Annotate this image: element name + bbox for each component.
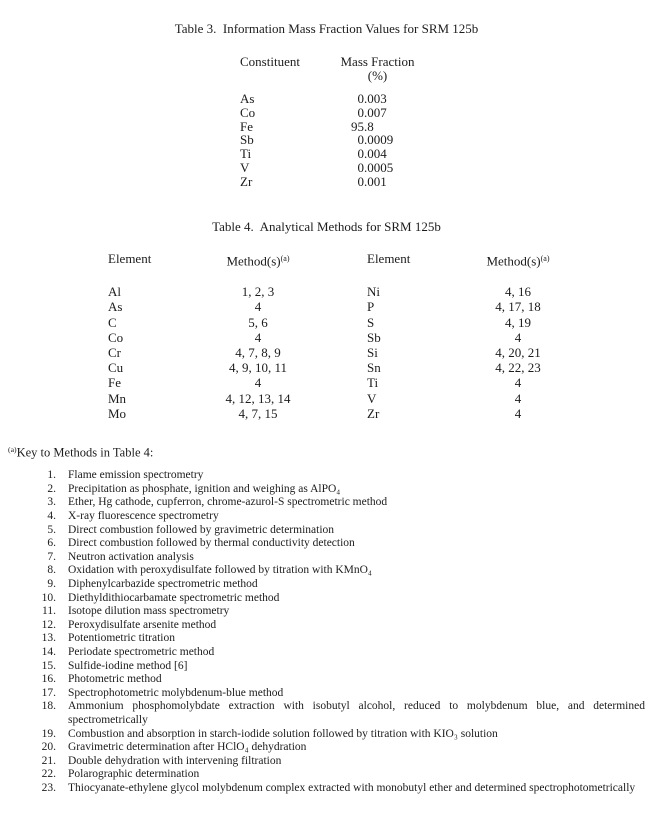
element-cell: S xyxy=(367,314,375,330)
list-item xyxy=(8,605,645,619)
list-item-number: 8. xyxy=(47,564,56,577)
table-row xyxy=(108,345,628,360)
frac-part: .004 xyxy=(364,146,387,162)
methods-cell: 4 xyxy=(514,390,522,406)
element-cell: Sn xyxy=(367,360,381,376)
list-item-number: 9. xyxy=(47,578,56,591)
list-item xyxy=(8,619,645,633)
element-cell: Co xyxy=(108,329,124,345)
constituent-cell: Ti xyxy=(240,146,252,162)
list-item-text: Neutron activation analysis xyxy=(68,550,194,563)
list-item xyxy=(8,483,645,497)
element-cell: Fe xyxy=(108,375,121,391)
constituent-cell: Fe xyxy=(240,118,253,134)
list-item xyxy=(8,510,645,524)
table-row xyxy=(240,120,653,134)
element-cell: Ni xyxy=(367,284,380,300)
table-row xyxy=(108,330,628,345)
list-item-number: 5. xyxy=(47,523,56,536)
table4-methods-header-right xyxy=(408,251,628,269)
list-item-text: Flame emission spectrometry xyxy=(68,469,204,482)
list-item-text: Direct combustion followed by thermal conductivity detection xyxy=(68,537,355,550)
list-item xyxy=(8,768,645,782)
mass-fraction-cell xyxy=(320,175,435,189)
list-item-text: Ether, Hg cathode, cupferron, chrome-azurol-S spectrometric method xyxy=(68,496,388,509)
list-item xyxy=(8,687,645,701)
list-item-text: Direct combustion followed by gravimetric determination xyxy=(68,523,335,536)
list-item-number: 4. xyxy=(47,510,56,523)
list-item-text: X-ray fluorescence spectrometry xyxy=(68,510,219,523)
int-part: 0 xyxy=(357,146,364,162)
frac-part: .0009 xyxy=(364,132,394,148)
list-item xyxy=(8,755,645,769)
methods-key-title xyxy=(8,443,645,459)
list-item-number: 16. xyxy=(41,673,56,686)
list-item-number: 10. xyxy=(41,591,56,604)
table-row xyxy=(108,406,628,421)
methods-key xyxy=(0,443,653,796)
int-part: 0 xyxy=(357,104,364,120)
table3-constituent-header: Constituent xyxy=(240,54,300,69)
constituent-cell: Sb xyxy=(240,132,254,148)
table3-title: Table 3. Information Mass Fraction Values for SRM 125b xyxy=(174,21,479,36)
element-cell: Mo xyxy=(108,405,127,421)
constituent-cell: V xyxy=(240,159,250,175)
list-item-number: 3. xyxy=(47,496,56,509)
table-row xyxy=(240,147,653,161)
list-item-text: Thiocyanate-ethylene glycol molybdenum complex extracted with monobutyl ether and determined spectrophotometrically xyxy=(68,781,636,794)
list-item-text: Polarographic determination xyxy=(68,768,200,781)
table3-mass-fraction-unit: (%) xyxy=(367,68,388,83)
methods-cell: 4, 17, 18 xyxy=(495,299,541,315)
methods-cell: 4, 20, 21 xyxy=(495,345,541,361)
list-item-text: Combustion and absorption in starch-iodide solution followed by titration with KIO₃ solution xyxy=(68,727,498,740)
list-item-text: Peroxydisulfate arsenite method xyxy=(68,618,217,631)
methods-cell: 4 xyxy=(254,329,262,345)
list-item xyxy=(8,673,645,687)
methods-cell: 4, 12, 13, 14 xyxy=(225,390,291,406)
list-item xyxy=(8,592,645,606)
table-row xyxy=(108,360,628,375)
frac-part: .8 xyxy=(364,118,374,134)
methods-cell: 4, 16 xyxy=(505,284,531,300)
mass-fraction-cell xyxy=(320,147,435,161)
frac-part: .0005 xyxy=(364,159,394,175)
list-item-number: 13. xyxy=(41,632,56,645)
list-item xyxy=(8,700,645,727)
int-part: 0 xyxy=(357,91,364,106)
methods-header-label: Method(s) xyxy=(226,253,281,268)
list-item-number: 2. xyxy=(47,482,56,495)
element-cell: V xyxy=(367,390,377,406)
list-item-text: Oxidation with peroxydisulfate followed by titration with KMnO₄ xyxy=(68,564,372,577)
list-item-text: Spectrophotometric molybdenum-blue method xyxy=(68,686,284,699)
list-item xyxy=(8,578,645,592)
list-item-number: 20. xyxy=(41,741,56,754)
list-item-number: 15. xyxy=(41,659,56,672)
table-row xyxy=(240,106,653,120)
list-item-text: Photometric method xyxy=(68,673,162,686)
list-item-number: 7. xyxy=(47,550,56,563)
list-item xyxy=(8,782,645,796)
element-cell: As xyxy=(108,299,123,315)
element-cell: C xyxy=(108,314,117,330)
list-item-number: 22. xyxy=(41,768,56,781)
mass-fraction-cell xyxy=(320,92,435,106)
frac-part: .001 xyxy=(364,173,387,189)
list-item-number: 17. xyxy=(41,686,56,699)
methods-header-label: Method(s) xyxy=(486,253,541,268)
int-part: 0 xyxy=(357,159,364,175)
list-item-text: Potentiometric titration xyxy=(68,632,175,645)
table4-header-row xyxy=(108,251,628,269)
methods-cell: 4, 7, 8, 9 xyxy=(235,345,281,361)
table4-element-header-left: Element xyxy=(108,250,152,266)
list-item-number: 1. xyxy=(47,469,56,482)
list-item-number: 14. xyxy=(41,646,56,658)
constituent-cell: Co xyxy=(240,104,256,120)
list-item xyxy=(8,632,645,646)
table-row xyxy=(108,391,628,406)
constituent-cell: Zr xyxy=(240,173,253,189)
constituent-cell: As xyxy=(240,91,255,106)
list-item-text: Sulfide-iodine method [6] xyxy=(68,659,188,672)
table3-mass-fraction-header-label: Mass Fraction xyxy=(340,54,415,69)
table3-header-row xyxy=(240,55,653,83)
list-item xyxy=(8,469,645,483)
table-row xyxy=(240,92,653,106)
table4-title: Table 4. Analytical Methods for SRM 125b xyxy=(212,218,441,234)
list-item xyxy=(8,728,645,742)
list-item-text: Precipitation as phosphate, ignition and weighing as AlPO₄ xyxy=(68,482,341,495)
frac-part: .003 xyxy=(364,91,387,106)
table4 xyxy=(108,251,628,421)
methods-cell: 4 xyxy=(514,375,522,391)
table-row xyxy=(108,284,628,299)
mass-fraction-cell xyxy=(320,120,435,134)
element-cell: Cu xyxy=(108,360,124,376)
table3-body xyxy=(240,92,653,189)
list-item xyxy=(8,537,645,551)
list-item-text: Ammonium phosphomolybdate extraction with isobutyl alcohol, reduced to molybdenum blue, and determined spectrometrically xyxy=(68,700,645,726)
list-item-text: Periodate spectrometric method xyxy=(68,646,215,658)
mass-fraction-cell xyxy=(320,106,435,120)
methods-cell: 4, 22, 23 xyxy=(495,360,541,376)
list-item xyxy=(8,741,645,755)
table-row xyxy=(108,299,628,314)
methods-cell: 4 xyxy=(254,299,262,315)
methods-cell: 4 xyxy=(514,405,522,421)
list-item-number: 23. xyxy=(41,781,56,794)
list-item xyxy=(8,564,645,578)
list-item-number: 11. xyxy=(42,605,56,618)
methods-cell: 4 xyxy=(254,375,262,391)
int-part: 95 xyxy=(351,118,364,134)
list-item-text: Double dehydration with intervening filtration xyxy=(68,754,282,767)
table3-mass-fraction-header xyxy=(320,55,435,83)
element-cell: Mn xyxy=(108,390,127,406)
methods-header-footnote-marker: (a) xyxy=(280,253,290,263)
mass-fraction-cell xyxy=(320,133,435,147)
element-cell: Zr xyxy=(367,405,380,421)
frac-part: .007 xyxy=(364,104,387,120)
methods-key-list xyxy=(8,469,645,795)
methods-cell: 4, 19 xyxy=(505,314,531,330)
list-item-text: Diethyldithiocarbamate spectrometric method xyxy=(68,591,280,604)
methods-header-footnote-marker: (a) xyxy=(540,253,550,263)
table-row xyxy=(108,315,628,330)
methods-cell: 5, 6 xyxy=(248,314,268,330)
table-row xyxy=(108,375,628,390)
list-item xyxy=(8,551,645,565)
methods-cell: 4 xyxy=(514,329,522,345)
methods-cell: 4, 7, 15 xyxy=(238,405,278,421)
element-cell: Cr xyxy=(108,345,121,361)
list-item xyxy=(8,660,645,674)
table4-methods-header-left xyxy=(168,251,348,269)
table-row xyxy=(240,133,653,147)
element-cell: P xyxy=(367,299,375,315)
list-item-number: 18. xyxy=(41,700,56,713)
element-cell: Al xyxy=(108,284,121,300)
table-row xyxy=(240,161,653,175)
list-item-number: 6. xyxy=(47,537,56,550)
int-part: 0 xyxy=(357,132,364,148)
int-part: 0 xyxy=(357,173,364,189)
list-item-text: Diphenylcarbazide spectrometric method xyxy=(68,578,258,591)
list-item-number: 21. xyxy=(41,754,56,767)
list-item-number: 19. xyxy=(41,727,56,740)
footnote-marker: (a) xyxy=(8,445,17,455)
table-row xyxy=(240,175,653,189)
methods-key-title-text: Key to Methods in Table 4: xyxy=(16,445,154,460)
table4-body xyxy=(108,284,628,421)
methods-cell: 4, 9, 10, 11 xyxy=(228,360,288,376)
element-cell: Si xyxy=(367,345,378,361)
list-item xyxy=(8,524,645,538)
table3 xyxy=(240,55,653,189)
element-cell: Ti xyxy=(367,375,379,391)
list-item-text: Isotope dilution mass spectrometry xyxy=(68,605,230,618)
mass-fraction-cell xyxy=(320,161,435,175)
list-item xyxy=(8,646,645,660)
list-item xyxy=(8,496,645,510)
list-item-text: Gravimetric determination after HClO₄ dehydration xyxy=(68,741,307,754)
list-item-number: 12. xyxy=(41,618,56,631)
element-cell: Sb xyxy=(367,329,381,345)
table4-element-header-right: Element xyxy=(367,250,411,266)
methods-cell: 1, 2, 3 xyxy=(241,284,275,300)
